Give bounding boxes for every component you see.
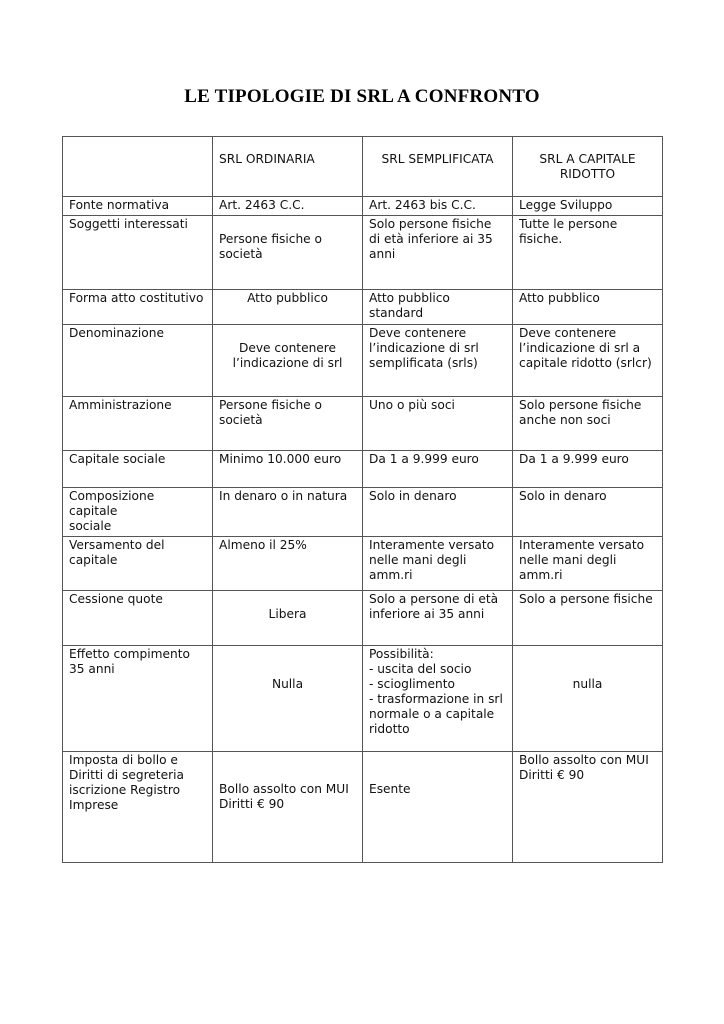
comparison-table [62, 136, 663, 863]
cell-capitale-ridotto: Atto pubblico [513, 290, 663, 325]
document-title: LE TIPOLOGIE DI SRL A CONFRONTO [184, 86, 540, 107]
cell-semplificata: Atto pubblico standard [363, 290, 513, 325]
table-row [63, 397, 663, 451]
row-label: Capitale sociale [63, 451, 213, 488]
cell-ordinaria: Persone fisiche o società [213, 216, 363, 290]
table-row [63, 752, 663, 863]
row-label: Soggetti interessati [63, 216, 213, 290]
cell-capitale-ridotto: Deve contenere l’indicazione di srl a capitale ridotto (srlcr) [513, 325, 663, 397]
cell-capitale-ridotto: Tutte le persone fisiche. [513, 216, 663, 290]
cell-ordinaria: Atto pubblico [213, 290, 363, 325]
header-srl-capitale-ridotto: SRL A CAPITALE RIDOTTO [513, 137, 663, 197]
cell-semplificata: Uno o più soci [363, 397, 513, 451]
table-row [63, 197, 663, 216]
table-row [63, 488, 663, 537]
cell-semplificata: Solo persone fisiche di età inferiore ai 35 anni [363, 216, 513, 290]
table-row [63, 451, 663, 488]
table-row [63, 591, 663, 646]
cell-semplificata: Esente [363, 752, 513, 863]
cell-semplificata: Solo in denaro [363, 488, 513, 537]
header-srl-semplificata: SRL SEMPLIFICATA [363, 137, 513, 197]
cell-semplificata: Da 1 a 9.999 euro [363, 451, 513, 488]
cell-capitale-ridotto: Solo a persone fisiche [513, 591, 663, 646]
header-empty-cell [63, 137, 213, 197]
table-header-row [63, 137, 663, 197]
header-srl-ordinaria: SRL ORDINARIA [213, 137, 363, 197]
table-row [63, 537, 663, 591]
row-label: Fonte normativa [63, 197, 213, 216]
cell-semplificata: Solo a persone di età inferiore ai 35 anni [363, 591, 513, 646]
cell-capitale-ridotto: Solo in denaro [513, 488, 663, 537]
row-label: Imposta di bollo e Diritti di segreteria iscrizione Registro Imprese [63, 752, 213, 863]
row-label: Cessione quote [63, 591, 213, 646]
cell-capitale-ridotto: Interamente versato nelle mani degli amm.ri [513, 537, 663, 591]
row-label: Denominazione [63, 325, 213, 397]
cell-capitale-ridotto: Bollo assolto con MUI Diritti € 90 [513, 752, 663, 863]
cell-capitale-ridotto: Solo persone fisiche anche non soci [513, 397, 663, 451]
cell-semplificata: Interamente versato nelle mani degli amm.ri [363, 537, 513, 591]
cell-capitale-ridotto: Da 1 a 9.999 euro [513, 451, 663, 488]
table-row [63, 646, 663, 752]
table-row [63, 290, 663, 325]
row-label: Amministrazione [63, 397, 213, 451]
cell-capitale-ridotto: nulla [513, 646, 663, 752]
cell-ordinaria: Art. 2463 C.C. [213, 197, 363, 216]
cell-ordinaria: Libera [213, 591, 363, 646]
cell-ordinaria: Nulla [213, 646, 363, 752]
cell-ordinaria: Minimo 10.000 euro [213, 451, 363, 488]
cell-ordinaria: Deve contenere l’indicazione di srl [213, 325, 363, 397]
table-row [63, 216, 663, 290]
cell-ordinaria: Bollo assolto con MUI Diritti € 90 [213, 752, 363, 863]
cell-semplificata: Deve contenere l’indicazione di srl semplificata (srls) [363, 325, 513, 397]
row-label: Composizione capitale sociale [63, 488, 213, 537]
row-label: Forma atto costitutivo [63, 290, 213, 325]
cell-capitale-ridotto: Legge Sviluppo [513, 197, 663, 216]
table-row [63, 325, 663, 397]
cell-semplificata: Possibilità: - uscita del socio - scioglimento - trasformazione in srl normale o a capitale ridotto [363, 646, 513, 752]
cell-ordinaria: Persone fisiche o società [213, 397, 363, 451]
row-label: Versamento del capitale [63, 537, 213, 591]
cell-semplificata: Art. 2463 bis C.C. [363, 197, 513, 216]
row-label: Effetto compimento 35 anni [63, 646, 213, 752]
cell-ordinaria: In denaro o in natura [213, 488, 363, 537]
cell-ordinaria: Almeno il 25% [213, 537, 363, 591]
